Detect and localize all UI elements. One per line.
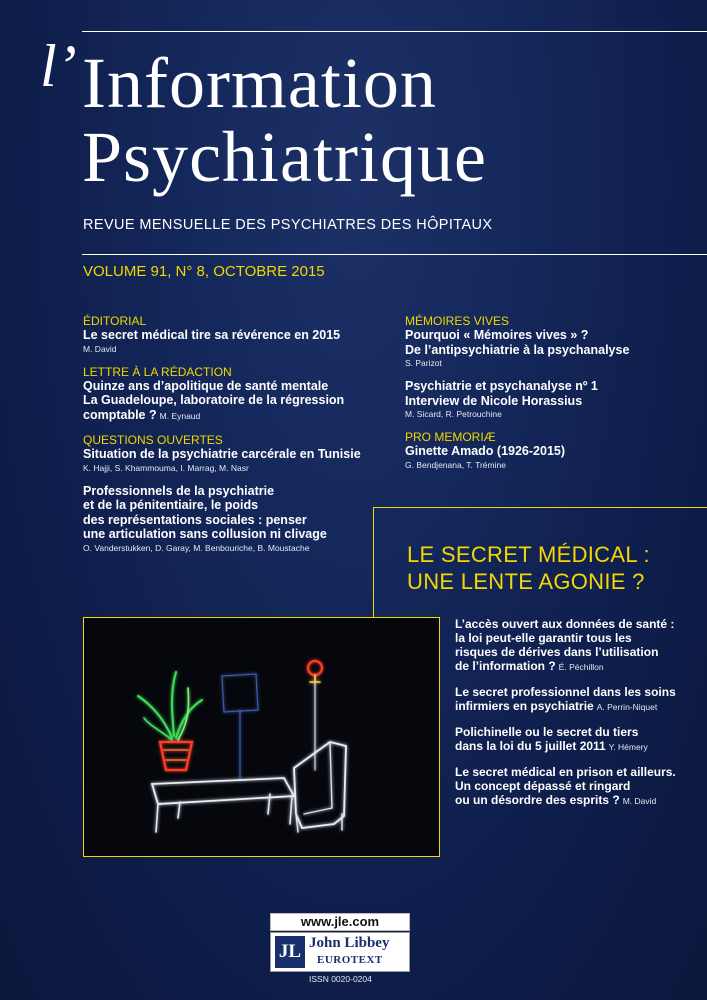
article-authors: A. Perrin-Niquet: [596, 702, 658, 712]
dossier-title: LE SECRET MÉDICAL : UNE LENTE AGONIE ?: [407, 542, 650, 594]
article-authors: Y. Hémery: [608, 742, 648, 752]
section-memoires: [405, 314, 705, 420]
title-line-1: Information: [82, 43, 437, 123]
journal-subtitle: REVUE MENSUELLE DES PSYCHIATRES DES HÔPITAUX: [83, 217, 493, 233]
left-contents-column: [83, 314, 373, 564]
cover-photo: [83, 617, 440, 857]
article-authors: S. Parizot: [405, 358, 442, 368]
volume-info: VOLUME 91, N° 8, OCTOBRE 2015: [83, 263, 325, 280]
article-authors: M. David: [83, 343, 117, 354]
subtitle-rule: [82, 254, 707, 255]
article-authors: M. Eynaud: [159, 410, 201, 421]
title-line-2: Psychiatrique: [82, 117, 487, 197]
article-authors: O. Vanderstukken, D. Garay, M. Benbouriche, B. Moustache: [83, 542, 310, 553]
title-article: l’: [40, 33, 77, 99]
article-title: Pourquoi « Mémoires vives » ? De l’antipsychiatrie à la psychanalyse: [405, 328, 630, 357]
article-authors: G. Bendjenana, T. Trémine: [405, 459, 506, 470]
section-lettre: [83, 365, 373, 424]
top-rule: [82, 31, 707, 32]
publisher-mark: JL: [275, 936, 305, 968]
section-questions: [83, 433, 373, 554]
publisher-name: John Libbey: [309, 935, 390, 951]
dossier-article: Le secret professionnel dans les soins infirmiers en psychiatrie A. Perrin-Niquet: [455, 685, 676, 713]
dossier-article: Polichinelle ou le secret du tiers dans la loi du 5 juillet 2011 Y. Hémery: [455, 725, 648, 753]
article-title: Situation de la psychiatrie carcérale en Tunisie: [83, 447, 361, 461]
dossier-article: L’accès ouvert aux données de santé : la loi peut-elle garantir tous les risques de dérives dans l’utilisation de l’information ? É. Péchillon: [455, 617, 675, 673]
article-authors: K. Hajji, S. Khammouma, I. Marrag, M. Nasr: [83, 462, 249, 473]
publisher-imprint: EUROTEXT: [317, 954, 383, 966]
publisher-url: www.jle.com: [270, 913, 410, 931]
article-title: Psychiatrie et psychanalyse nº 1 Interview de Nicole Horassius: [405, 379, 598, 408]
light-painting-image: [84, 618, 439, 856]
article-title: Professionnels de la psychiatrie et de la pénitentiaire, le poids des représentations sociales : penser une articulation sans collusion ni clivage: [83, 483, 327, 541]
article-title: Le secret médical tire sa révérence en 2015: [83, 328, 341, 342]
article-authors: É. Péchillon: [558, 662, 604, 672]
dossier-article: Le secret médical en prison et ailleurs. Un concept dépassé et ringard ou un désordre des esprits ? M. David: [455, 765, 676, 807]
section-pro-memoriae: [405, 430, 705, 471]
article-title: Ginette Amado (1926-2015): [405, 444, 566, 458]
dossier-articles: [455, 617, 695, 819]
article-authors: M. David: [622, 796, 657, 806]
section-editorial: [83, 314, 373, 355]
section-label: ÉDITORIAL: [83, 314, 147, 328]
section-label: LETTRE À LA RÉDACTION: [83, 364, 232, 379]
article-title: Quinze ans d’apolitique de santé mentale La Guadeloupe, laboratoire de la régression comptable ? M. Eynaud: [83, 378, 345, 422]
right-contents-column: [405, 314, 705, 481]
issn: ISSN 0020-0204: [309, 974, 372, 984]
section-label: PRO MEMORIÆ: [405, 430, 496, 444]
article-authors: M. Sicard, R. Petrouchine: [405, 409, 502, 419]
section-label: MÉMOIRES VIVES: [405, 314, 510, 328]
publisher-logo: [270, 913, 410, 973]
section-label: QUESTIONS OUVERTES: [83, 433, 223, 447]
